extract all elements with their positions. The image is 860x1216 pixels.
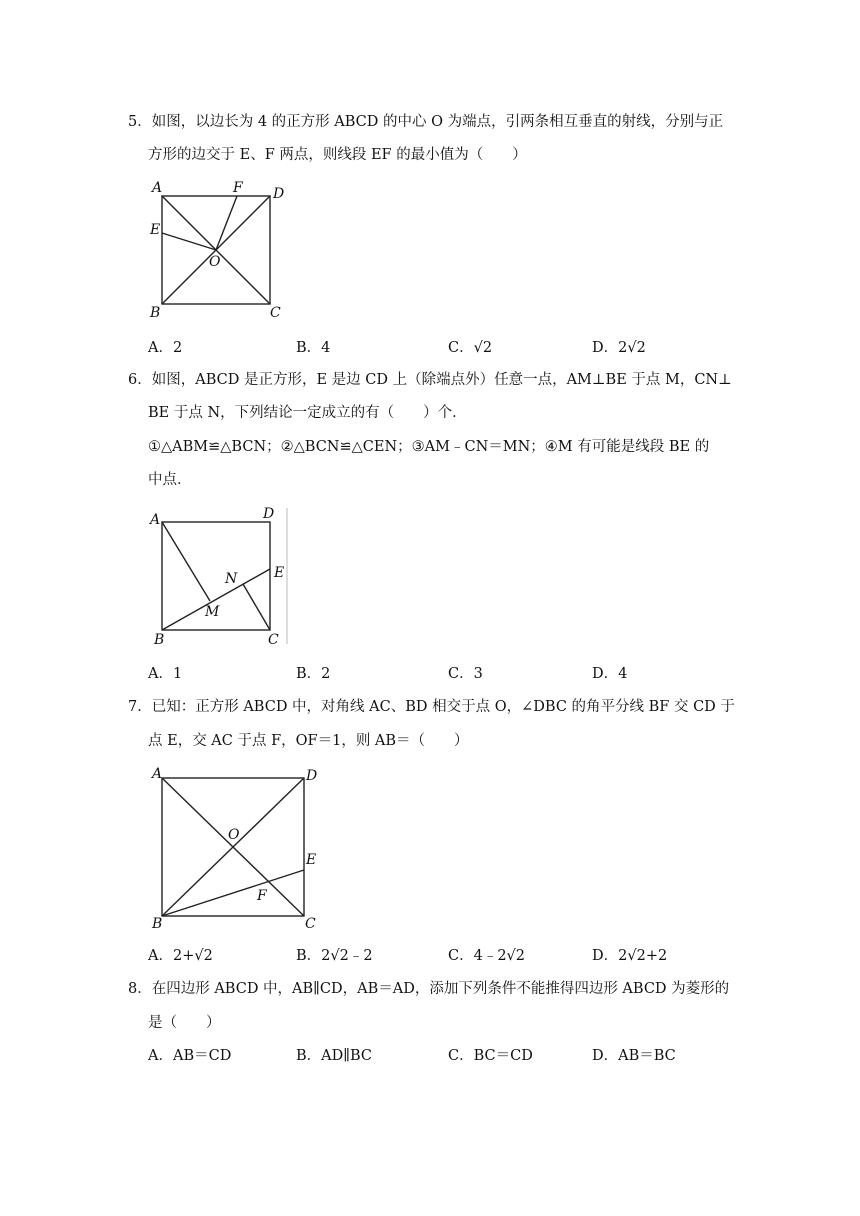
q7-label-c: C: [305, 916, 316, 932]
q6-text-line2: BE 于点 N，下列结论一定成立的有（ ）个．: [148, 405, 467, 421]
q6-label-d: D: [263, 506, 275, 522]
q7-label-o: O: [228, 827, 240, 843]
q7-option-b: B．2√2﹣2: [296, 948, 373, 964]
q8-text-line1: 8．在四边形 ABCD 中，AB∥CD，AB＝AD，添加下列条件不能推得四边形 ABCD 为菱形的: [128, 981, 730, 997]
q6-label-a: A: [150, 512, 161, 528]
q5-label-o: O: [209, 254, 221, 270]
q5-ray-of: [216, 196, 237, 250]
q6-segment-cn: [243, 584, 270, 630]
q5-label-f: F: [233, 180, 243, 196]
q5-figure: [146, 176, 296, 326]
q6-option-c: C．3: [448, 666, 483, 682]
q8-option-b: B．AD∥BC: [296, 1048, 372, 1064]
q8-text-line2: 是（ ）: [148, 1015, 221, 1031]
q6-option-b: B．2: [296, 666, 331, 682]
q7-text-line2: 点 E，交 AC 于点 F，OF＝1，则 AB＝（ ）: [148, 733, 469, 749]
q5-option-a: A．2: [148, 340, 183, 356]
q6-label-b: B: [154, 632, 165, 648]
q6-label-m: M: [205, 604, 220, 620]
q7-option-d: D．2√2+2: [592, 948, 668, 964]
q7-label-a: A: [152, 766, 163, 782]
q5-text-line1: 5．如图，以边长为 4 的正方形 ABCD 的中心 O 为端点，引两条相互垂直的射线，分别与正: [128, 114, 724, 130]
q5-option-d: D．2√2: [592, 340, 646, 356]
q6-label-c: C: [268, 632, 279, 648]
q8-option-c: C．BC＝CD: [448, 1048, 533, 1064]
q6-text-line1: 6．如图，ABCD 是正方形，E 是边 CD 上（除端点外）任意一点，AM⊥BE 于点 M，CN⊥: [128, 372, 732, 388]
q6-option-a: A．1: [148, 666, 183, 682]
q7-label-f: F: [257, 888, 267, 904]
q7-label-d: D: [306, 768, 318, 784]
q6-text-line4: 中点．: [148, 472, 192, 488]
q6-label-n: N: [225, 571, 238, 587]
q6-label-e: E: [274, 565, 285, 581]
q5-label-a: A: [152, 180, 163, 196]
q6-segment-am: [162, 522, 210, 601]
q7-label-e: E: [306, 852, 317, 868]
q5-label-c: C: [270, 305, 281, 321]
q5-label-e: E: [150, 222, 161, 238]
q8-option-d: D．AB＝BC: [592, 1048, 676, 1064]
q6-segment-be: [162, 569, 270, 630]
q5-label-d: D: [273, 186, 285, 202]
q6-figure: [146, 504, 296, 649]
q7-option-c: C．4﹣2√2: [448, 948, 526, 964]
q7-bisector-be: [162, 870, 304, 916]
q7-text-line1: 7．已知：正方形 ABCD 中，对角线 AC、BD 相交于点 O，∠DBC 的角平分线 BF 交 CD 于: [128, 699, 735, 715]
q6-text-line3: ①△ABM≌△BCN；②△BCN≌△CEN；③AM﹣CN＝MN；④M 有可能是线段 BE 的: [148, 439, 710, 455]
q5-label-b: B: [150, 305, 161, 321]
q5-option-b: B．4: [296, 340, 331, 356]
q7-option-a: A．2+√2: [148, 948, 213, 964]
q7-label-b: B: [152, 916, 163, 932]
q7-figure: [146, 764, 326, 932]
q8-option-a: A．AB＝CD: [148, 1048, 232, 1064]
q5-option-c: C．√2: [448, 340, 493, 356]
q5-text-line2: 方形的边交于 E、F 两点，则线段 EF 的最小值为（ ）: [148, 147, 527, 163]
q6-option-d: D．4: [592, 666, 628, 682]
